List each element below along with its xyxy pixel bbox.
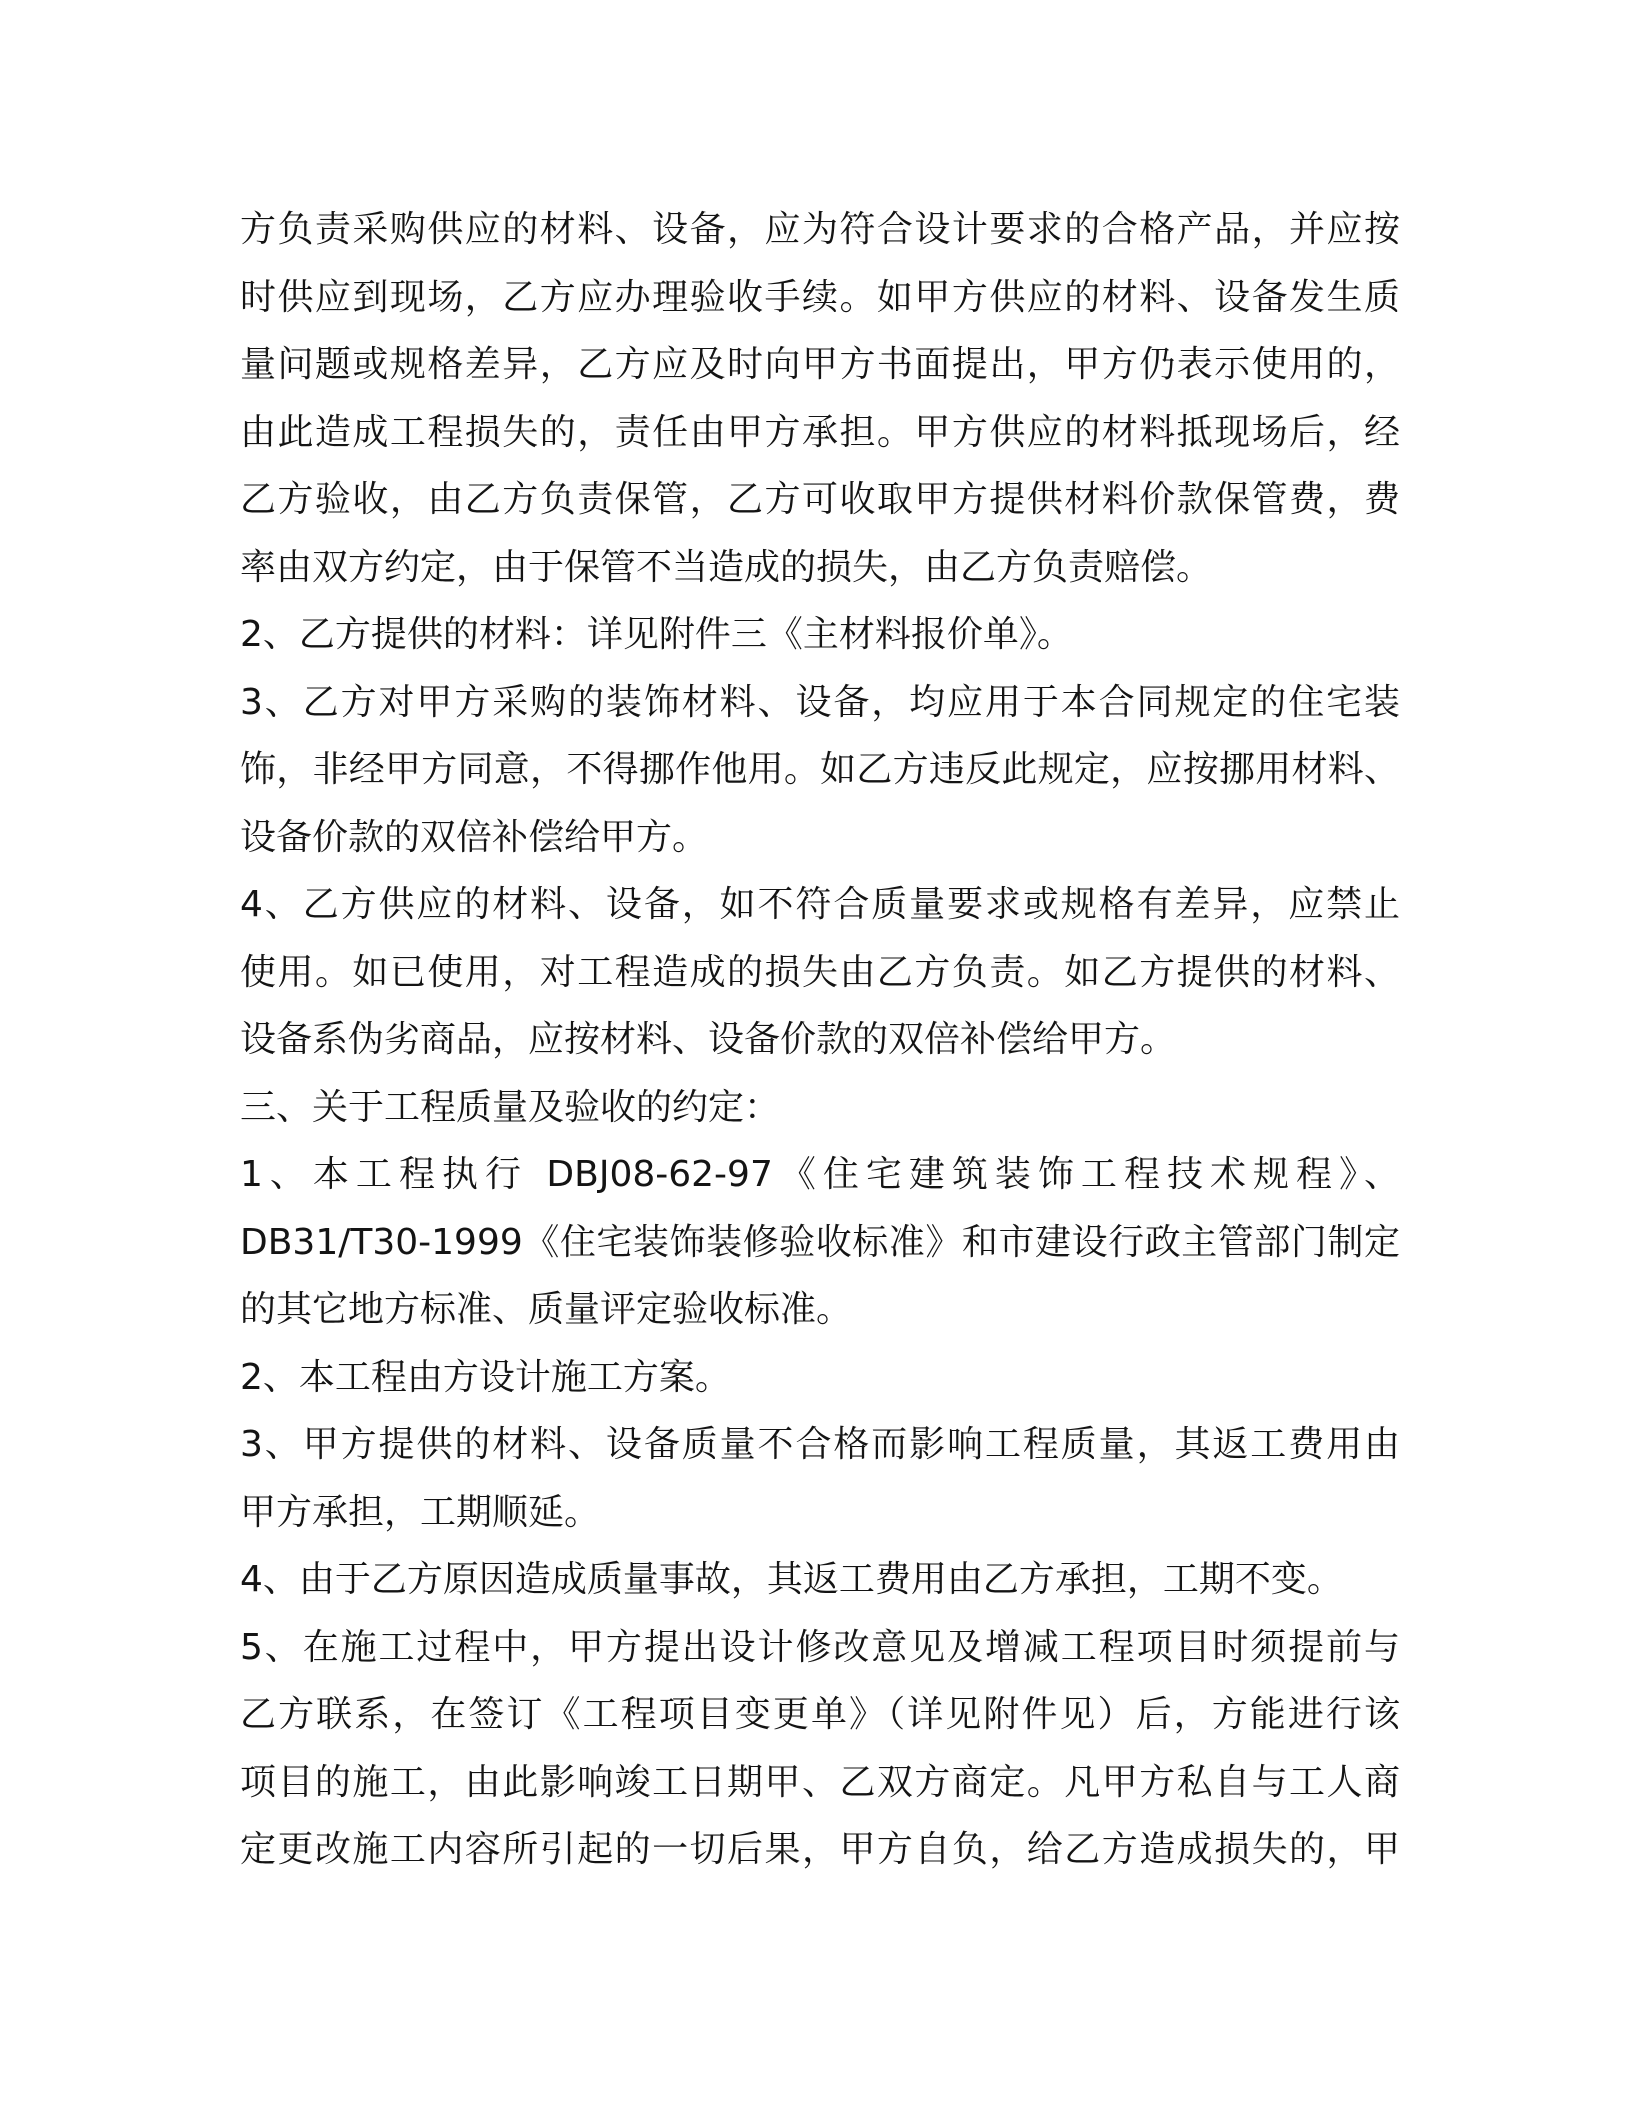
text-line: 由此造成工程损失的，责任由甲方承担。甲方供应的材料抵现场后，经 [240,411,1400,453]
text-line: 1、本工程执行 DBJ08-62-97《住宅建筑装饰工程技术规程》、 [240,1154,1400,1195]
text-line: 5、在施工过程中，甲方提出设计修改意见及增减工程项目时须提前与 [240,1626,1400,1668]
text-line: 使用。如已使用，对工程造成的损失由乙方负责。如乙方提供的材料、 [240,951,1400,993]
text-line: 的其它地方标准、质量评定验收标准。 [240,1289,853,1330]
text-line: 设备价款的双倍补偿给甲方。 [240,816,709,858]
text-line: 定更改施工内容所引起的一切后果，甲方自负，给乙方造成损失的，甲 [240,1829,1400,1870]
text-line: 方负责采购供应的材料、设备，应为符合设计要求的合格产品，并应按 [240,209,1400,250]
text-line: 率由双方约定，由于保管不当造成的损失，由乙方负责赔偿。 [240,546,1213,588]
text-line: 3、甲方提供的材料、设备质量不合格而影响工程质量，其返工费用由 [240,1424,1400,1465]
text-line: DB31/T30-1999《住宅装饰装修验收标准》和市建设行政主管部门制定 [240,1221,1400,1263]
text-line: 乙方联系，在签订《工程项目变更单》（详见附件见）后，方能进行该 [240,1694,1400,1735]
text-line: 4、乙方供应的材料、设备，如不符合质量要求或规格有差异，应禁止 [240,884,1400,925]
text-line: 4、由于乙方原因造成质量事故，其返工费用由乙方承担，工期不变。 [240,1559,1343,1600]
text-line: 时供应到现场，乙方应办理验收手续。如甲方供应的材料、设备发生质 [240,276,1400,318]
text-line: 3、乙方对甲方采购的装饰材料、设备，均应用于本合同规定的住宅装 [240,681,1400,723]
text-line: 量问题或规格差异，乙方应及时向甲方书面提出，甲方仍表示使用的， [240,344,1400,385]
text-line: 甲方承担，工期顺延。 [240,1491,601,1533]
text-line: 饰，非经甲方同意，不得挪作他用。如乙方违反此规定，应按挪用材料、 [240,749,1400,790]
text-line: 项目的施工，由此影响竣工日期甲、乙双方商定。凡甲方私自与工人商 [240,1761,1400,1803]
text-line: 乙方验收，由乙方负责保管，乙方可收取甲方提供材料价款保管费，费 [240,479,1400,520]
text-line: 2、本工程由方设计施工方案。 [240,1356,731,1398]
text-line: 三、关于工程质量及验收的约定： [240,1086,781,1128]
document-body [240,196,1400,1884]
text-line: 2、乙方提供的材料：详见附件三《主材料报价单》。 [240,614,1073,655]
text-line: 设备系伪劣商品，应按材料、设备价款的双倍补偿给甲方。 [240,1019,1177,1060]
